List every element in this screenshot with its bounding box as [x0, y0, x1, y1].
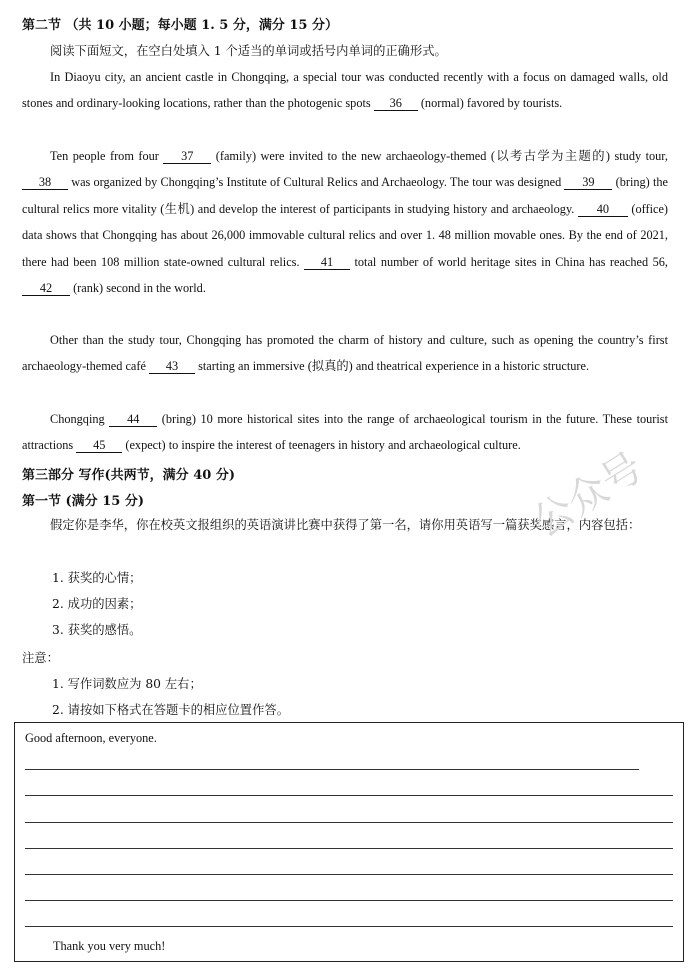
writing-prompt: 假定你是李华，你在校英文报组织的英语演讲比赛中获得了第一名，请你用英语写一篇获奖感言，内容包括： — [50, 518, 641, 532]
note-item-2: 2. 请按如下格式在答题卡的相应位置作答。 — [52, 703, 289, 717]
paragraph-3: Other than the study tour, Chongqing has promoted the charm of history and culture, such as opening the country’s first archaeology-themed café 43 starting an immersive (拟真的) and theatrical experience in a historic structure. — [22, 333, 668, 374]
blank-42: 42 — [22, 281, 70, 296]
answer-line — [25, 822, 673, 823]
answer-box — [14, 722, 684, 962]
blank-36: 36 — [374, 96, 418, 111]
paragraph-1: In Diaoyu city, an ancient castle in Chongqing, a special tour was conducted recently with a focus on damaged walls, old stones and ordinary-looking locations, rather than the photogenic spots 36 (normal) favored by tourists. — [22, 70, 668, 111]
blank-45: 45 — [76, 438, 122, 453]
answer-line — [25, 769, 639, 770]
part3-section1-title: 第一节 (满分 15 分) — [22, 494, 144, 509]
paragraph-4: Chongqing 44 (bring) 10 more historical sites into the range of archaeological tourism in the future. These tourist attractions 45 (expect) to inspire the interest of teenagers in history and archaeological culture. — [22, 412, 668, 453]
note-item-1: 1. 写作词数应为 80 左右； — [52, 677, 202, 691]
blank-43: 43 — [149, 359, 195, 374]
box-closing-line: Thank you very much! — [53, 939, 166, 953]
blank-37: 37 — [163, 149, 211, 164]
blank-44: 44 — [109, 412, 157, 427]
prompt-item-3: 3. 获奖的感悟。 — [52, 623, 142, 637]
answer-line — [25, 900, 673, 901]
answer-line — [25, 795, 673, 796]
section2-title: 第二节 （共 10 小题；每小题 1. 5 分，满分 15 分） — [22, 18, 339, 33]
blank-38: 38 — [22, 175, 68, 190]
box-opening-line: Good afternoon, everyone. — [25, 731, 157, 745]
note-label: 注意： — [22, 651, 59, 665]
watermark: 公众号 — [524, 444, 651, 547]
blank-40: 40 — [578, 202, 628, 217]
section2-instruction: 阅读下面短文，在空白处填入 1 个适当的单词或括号内单词的正确形式。 — [50, 44, 447, 58]
prompt-item-2: 2. 成功的因素； — [52, 597, 142, 611]
part3-title: 第三部分 写作(共两节，满分 40 分) — [22, 468, 235, 483]
blank-39: 39 — [564, 175, 612, 190]
prompt-item-1: 1. 获奖的心情； — [52, 571, 142, 585]
blank-41: 41 — [304, 255, 350, 270]
paragraph-2: Ten people from four 37 (family) were invited to the new archaeology-themed (以考古学为主题的) study tour, 38 was organized by Chongqing’s Institute of Cultural Relics and Archaeology. The tour was designed 39 (bring) the cultural relics more vitality (生机) and develop the interest of participants in studying history and archaeology. 40 (office) data shows that Chongqing has about 26,000 immovable cultural relics and over 1. 48 million movable ones. By the end of 2021, there had been 108 million state-owned cultural relics. 41 total number of world heritage sites in China has reached 56, 42 (rank) second in the world. — [22, 149, 669, 296]
answer-line — [25, 848, 673, 849]
answer-line — [25, 926, 673, 927]
answer-line — [25, 874, 673, 875]
